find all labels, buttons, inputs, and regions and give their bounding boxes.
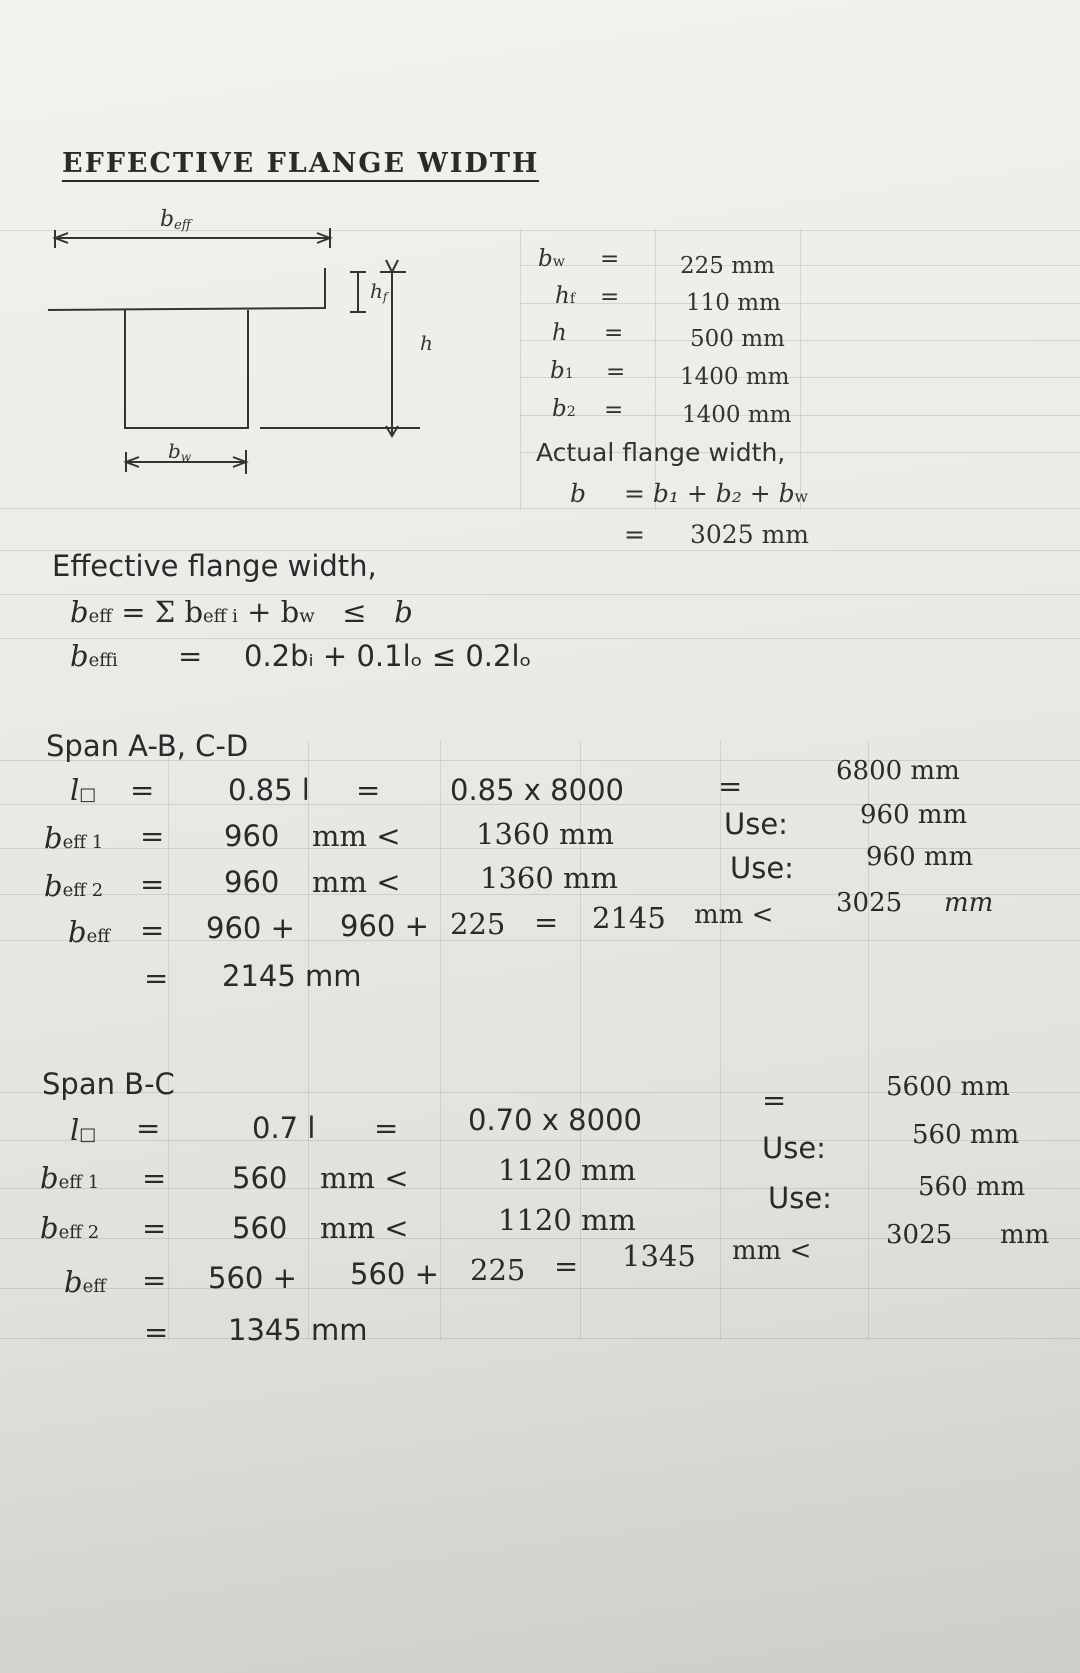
property-value: 1400 mm (682, 402, 792, 428)
beff1-unit: mm < (312, 819, 401, 853)
beff-total-equals: = (140, 913, 165, 947)
property-value: 110 mm (686, 290, 781, 316)
effective-formula-2-rhs: 0.2bᵢ + 0.1lₒ ≤ 0.2lₒ (244, 639, 532, 673)
beff-total-symbol: beff (68, 915, 110, 949)
beff2-use-label: Use: (730, 851, 794, 885)
result-equals: = (144, 1315, 169, 1349)
property-symbol: b1 (550, 358, 574, 384)
beff-total-symbol: beff (64, 1265, 106, 1299)
grid-line (655, 230, 656, 510)
grid-line (0, 508, 1080, 509)
property-value: 1400 mm (680, 364, 790, 390)
lo-equals-3: = (718, 769, 743, 803)
beff1-symbol: beff 1 (44, 821, 104, 855)
hf-label: hf (370, 279, 388, 304)
grid-line (800, 230, 801, 510)
actual-width-heading: Actual flange width, (536, 438, 786, 467)
property-equals: = (600, 284, 620, 310)
property-value: 500 mm (690, 326, 785, 352)
arrow-up-icon (386, 260, 398, 272)
lo-equals-2: = (374, 1111, 399, 1145)
beff-sum: 2145 (592, 901, 666, 935)
beff1-value: 560 (232, 1161, 288, 1195)
property-equals: = (604, 397, 624, 423)
grid-line (0, 638, 1080, 639)
property-equals: = (606, 359, 626, 385)
span-bc-heading: Span B-C (42, 1067, 175, 1101)
beff2-limit: 1120 mm (498, 1203, 637, 1237)
effective-width-heading: Effective flange width, (52, 549, 377, 583)
lo-equals: = (130, 773, 155, 807)
beff2-symbol: beff 2 (40, 1211, 100, 1245)
beff-b-unit: mm (944, 888, 994, 918)
beff2-symbol: beff 2 (44, 869, 104, 903)
beff-term-2: 560 + (350, 1257, 439, 1291)
beff-sum: 1345 (622, 1239, 696, 1273)
actual-width-symbol: b (570, 479, 587, 508)
beff-b-value: 3025 (886, 1220, 953, 1250)
property-equals: = (600, 246, 620, 272)
property-symbol: b2 (552, 396, 576, 422)
lo-symbol: l□ (70, 1113, 97, 1147)
beff2-unit: mm < (312, 865, 401, 899)
actual-width-equals: = (624, 520, 645, 549)
grid-line (520, 230, 521, 510)
result-value: 1345 mm (228, 1313, 368, 1347)
flange-outline (48, 268, 325, 310)
beff-total-equals: = (142, 1263, 167, 1297)
property-equals: = (604, 320, 624, 346)
actual-width-formula: = b₁ + b₂ + bw (624, 479, 808, 508)
lo-value: 5600 mm (886, 1072, 1010, 1102)
beff1-limit: 1120 mm (498, 1153, 637, 1187)
beff2-use-label: Use: (768, 1181, 832, 1215)
grid-line (308, 740, 309, 1340)
beff2-use-value: 560 mm (918, 1172, 1026, 1202)
lo-value: 6800 mm (836, 756, 960, 786)
lo-equals-2: = (356, 773, 381, 807)
beff-label: beff (160, 207, 191, 233)
beff2-value: 960 (224, 865, 280, 899)
grid-line (868, 740, 869, 1340)
beff1-use-label: Use: (762, 1131, 826, 1165)
effective-formula-1: beff = Σ beff i + bw ≤ b (70, 595, 413, 629)
beff-total-equals-2: = (554, 1249, 579, 1283)
bw-label: bw (168, 439, 192, 464)
beff-compare: mm < (694, 900, 774, 930)
lo-equals-3: = (762, 1083, 787, 1117)
property-symbol: hf (555, 283, 576, 309)
web-outline (125, 310, 248, 428)
result-equals: = (144, 961, 169, 995)
page-title: EFFECTIVE FLANGE WIDTH (62, 150, 539, 182)
beff-total-equals-2: = (534, 905, 559, 939)
beff2-equals: = (142, 1211, 167, 1245)
beff1-symbol: beff 1 (40, 1161, 100, 1195)
beff2-equals: = (140, 867, 165, 901)
beff-term-3: 225 (470, 1253, 526, 1287)
h-label: h (420, 331, 433, 355)
beff2-value: 560 (232, 1211, 288, 1245)
beff-b-value: 3025 (836, 888, 903, 918)
beff-term-3: 225 (450, 907, 506, 941)
beff2-use-value: 960 mm (866, 842, 974, 872)
beff2-limit: 1360 mm (480, 861, 619, 895)
beff-b-unit: mm (1000, 1220, 1050, 1250)
property-value: 225 mm (680, 253, 775, 279)
beff-compare: mm < (732, 1236, 812, 1266)
lo-symbol: l□ (70, 773, 97, 807)
lo-coefficient: 0.7 l (252, 1111, 316, 1145)
lo-calculation: 0.70 x 8000 (468, 1103, 642, 1137)
grid-line (168, 740, 169, 1340)
beff1-equals: = (140, 819, 165, 853)
grid-line (720, 740, 721, 1340)
effective-formula-2-equals: = (178, 639, 203, 673)
beff1-use-label: Use: (724, 807, 788, 841)
beff-term-1: 560 + (208, 1261, 297, 1295)
beff1-use-value: 960 mm (860, 800, 968, 830)
actual-width-result: 3025 mm (690, 520, 809, 549)
beff1-unit: mm < (320, 1161, 409, 1195)
t-beam-diagram (40, 200, 440, 500)
result-value: 2145 mm (222, 959, 362, 993)
grid-line (440, 740, 441, 1340)
beff2-unit: mm < (320, 1211, 409, 1245)
property-symbol: bw (538, 246, 565, 272)
span-ab-heading: Span A-B, C-D (46, 729, 249, 763)
lo-equals: = (136, 1111, 161, 1145)
beff1-limit: 1360 mm (476, 817, 615, 851)
lo-coefficient: 0.85 l (228, 773, 310, 807)
effective-formula-2: beffi (70, 639, 118, 673)
lo-calculation: 0.85 x 8000 (450, 773, 624, 807)
beff1-equals: = (142, 1161, 167, 1195)
property-symbol: h (552, 320, 567, 346)
beff1-use-value: 560 mm (912, 1120, 1020, 1150)
beff-term-1: 960 + (206, 911, 295, 945)
beff1-value: 960 (224, 819, 280, 853)
beff-term-2: 960 + (340, 909, 429, 943)
